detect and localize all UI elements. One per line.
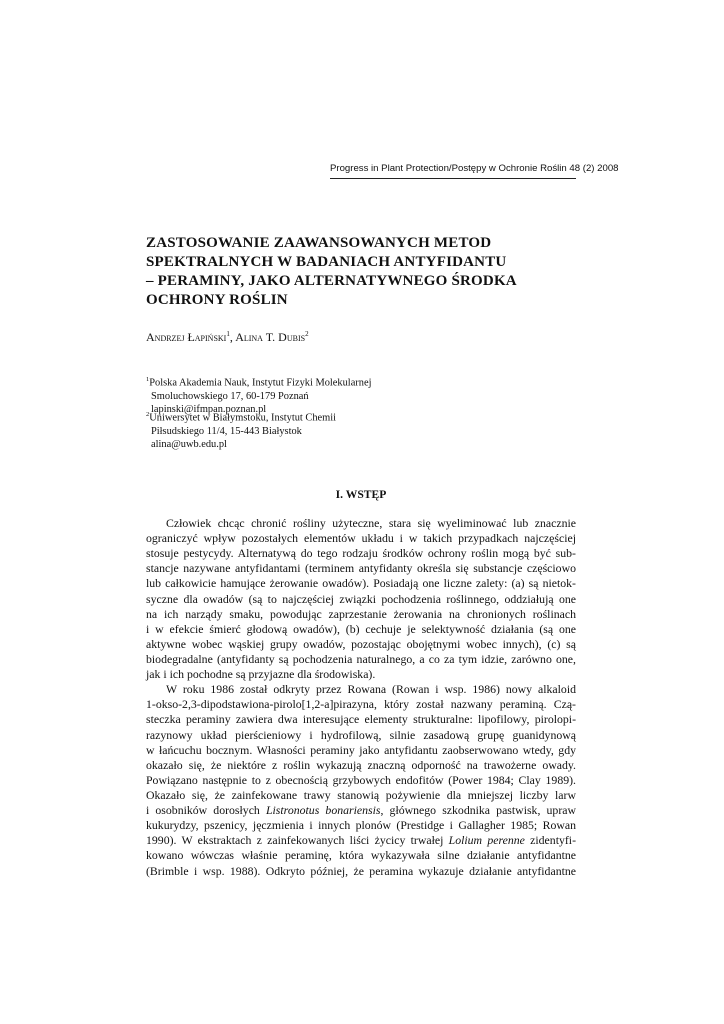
author-separator: , <box>229 330 236 344</box>
title-line: SPEKTRALNYCH W BADANIACH ANTYFIDANTU <box>146 254 507 270</box>
body-line: aktywne wobec wąskiej grupy owadów, pozostając obojętnymi wobec innych), (c) są <box>146 636 576 651</box>
body-line: biodegradalne (antyfidanty są pochodzenia naturalnego, a co za tym idzie, zarówno one, <box>146 651 576 666</box>
affiliation-line <box>146 408 336 425</box>
affiliation-number: 1 <box>146 376 150 383</box>
body-line-part: zidentyfi- <box>524 833 576 848</box>
body-line: Okazało się, że zainfekowane trawy stanowią pożywienie dla mniejszej liczby larw <box>146 787 576 802</box>
body-line: (Brimble i wsp. 1988). Odkryto później, że peramina wykazuje działanie antyfidantne <box>146 863 576 878</box>
body-line-part: , głównego szkodnika pastwisk, upraw <box>380 803 577 818</box>
body-line: kowano wówczas właśnie peraminę, która wykazywała silne działanie antyfidantne <box>146 848 576 863</box>
species-name: Listronotus bonariensis <box>265 803 381 818</box>
author-name: Alina T. Dubis <box>235 330 306 344</box>
body-line-part: 1990). W ekstraktach z zainfekowanych liści życicy trwałej <box>146 833 449 848</box>
header-rule <box>330 178 576 179</box>
body-line: 1-okso-2,3-dipodstawiona-pirolo[1,2-a]pirazyna, który został nazwany peraminą. Czą- <box>146 697 576 712</box>
affiliation-institution: Uniwersytet w Białymstoku, Instytut Chemii <box>149 412 336 424</box>
species-name: Lolium perenne <box>448 833 525 848</box>
body-line: na ich narządy smaku, powodując zaprzestanie żerowania na chronionych roślinach <box>146 606 576 621</box>
section-heading: I. WSTĘP <box>335 488 387 501</box>
body-text <box>146 516 576 879</box>
body-line: lub całkowicie hamujące żerowanie owadów). Posiadają one liczne zalety: (a) są nietok- <box>146 576 576 591</box>
author-name: Andrzej Łapiński <box>146 330 227 344</box>
body-line: i w efekcie śmierć głodową owadów), (b) cechuje je selektywność działania (są one <box>146 621 576 636</box>
author-affiliation-mark: 2 <box>305 330 309 338</box>
title-line: – PERAMINY, JAKO ALTERNATYWNEGO ŚRODKA <box>146 273 517 289</box>
affiliation-email[interactable]: alina@uwb.edu.pl <box>151 439 227 451</box>
title-line: OCHRONY ROŚLIN <box>146 292 288 308</box>
body-line-part: i osobników dorosłych <box>146 803 266 818</box>
body-line: ograniczyć wpływ pozostałych elementów układu i w takich przypadkach najczęściej <box>146 531 576 546</box>
body-line: stancje nazywane antyfidantami (terminem antyfidanty określa się substancje częściowo <box>146 561 576 576</box>
body-line: w łańcuchu bocznym. Własności peraminy jako antyfidantu zaobserwowano wtedy, gdy <box>146 742 576 757</box>
author-list <box>146 330 309 345</box>
body-line: W roku 1986 został odkryty przez Rowana (Rowan i wsp. 1986) nowy alkaloid <box>166 682 576 697</box>
body-line: stosuje pestycydy. Alternatywą do tego rodzaju środków ochrony roślin mogą być sub- <box>146 546 576 561</box>
body-line: syczne dla owadów (są to najczęściej związki pochodzenia roślinnego, oddziałują one <box>146 591 576 606</box>
affiliation <box>146 408 336 452</box>
affiliation-line <box>146 373 371 390</box>
body-line: okazało się, że niektóre z roślin wykazują znaczną odporność na trawożerne owady. <box>146 757 576 772</box>
affiliation-institution: Polska Akademia Nauk, Instytut Fizyki Molekularnej <box>149 377 372 389</box>
author-affiliation-mark: 1 <box>226 330 230 338</box>
body-line <box>146 803 576 818</box>
affiliation-email[interactable]: lapinski@ifmpan.poznan.pl <box>151 404 267 416</box>
body-line: Człowiek chcąc chronić rośliny użyteczne, stara się wyeliminować lub znacznie <box>166 516 576 530</box>
title-line: ZASTOSOWANIE ZAAWANSOWANYCH METOD <box>146 235 492 251</box>
body-line: Powiązano następnie to z obecnością grzybowych endofitów (Power 1984; Clay 1989). <box>146 772 576 787</box>
affiliation-address: Piłsudskiego 11/4, 15-443 Białystok <box>151 425 302 437</box>
body-line: razynowy układ pierścieniowy i hydrofilową, silnie zasadową grupę guanidynową <box>146 727 576 742</box>
body-line: kukurydzy, pszenicy, jęczmienia i innych plonów (Prestidge i Gallagher 1985; Rowan <box>146 818 576 833</box>
affiliation-number: 2 <box>146 411 150 418</box>
affiliation-address: Smoluchowskiego 17, 60-179 Poznań <box>151 390 309 402</box>
body-line: jak i ich pochodne są przyjazne dla środowiska). <box>146 667 376 682</box>
article-title <box>146 234 586 310</box>
body-line <box>146 833 576 848</box>
running-header: Progress in Plant Protection/Postępy w Ochronie Roślin 48 (2) 2008 <box>330 163 619 174</box>
body-line: steczka peraminy zawiera dwa interesujące elementy strukturalne: lipofilowy, pirolopi- <box>146 712 576 727</box>
